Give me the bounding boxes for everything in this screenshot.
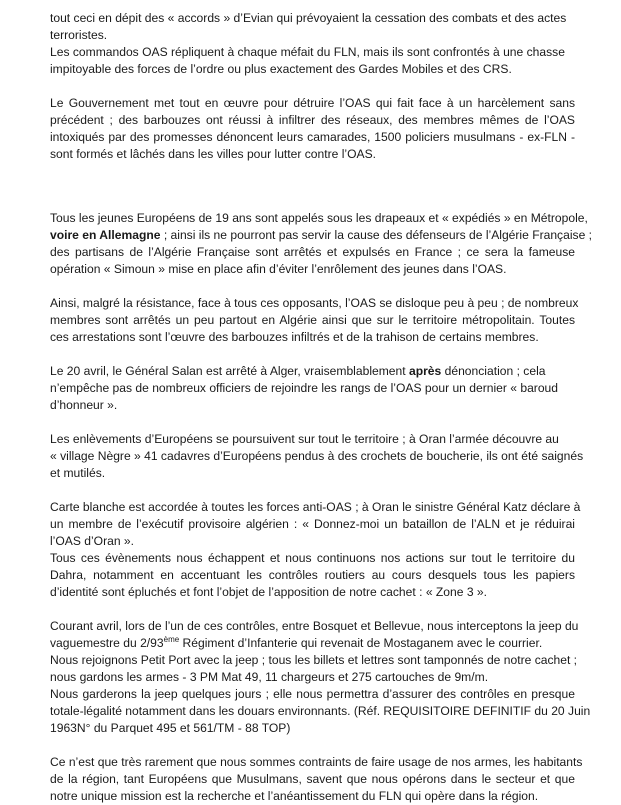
text-line: « village Nègre » 41 cadavres d’Européens pendus à des crochets de boucherie, ils ont été saignés	[50, 449, 584, 463]
text-line: opération « Simoun » mise en place afin d’éviter l’enrôlement des jeunes dans l’OAS.	[50, 262, 507, 276]
text-line: Tous les jeunes Européens de 19 ans sont appelés sous les drapeaux et « expédiés » en Métropole,	[50, 211, 588, 225]
text-line: impitoyable des forces de l’ordre ou plus exactement des Gardes Mobiles et des CRS.	[50, 62, 512, 76]
text-line	[50, 635, 575, 652]
text-fragment: Le 20 avril, le Général Salan est arrêté à Alger, vraisemblablement	[50, 364, 409, 378]
paragraph	[50, 618, 591, 737]
text-line	[50, 363, 575, 380]
paragraph	[50, 0, 575, 78]
text-line: notre unique mission est la recherche et l’anéantissement du FLN qui opère dans la région.	[50, 789, 539, 803]
text-line: et mutilés.	[50, 466, 106, 480]
text-line: terroristes.	[50, 28, 108, 42]
text-line: tout ceci en dépit des « accords » d’Evian qui prévoyaient la cessation des combats et des actes	[50, 11, 567, 25]
bold-text: voire en Allemagne	[50, 228, 161, 242]
text-line: d’identité sont épluchés et font l’objet de l’apposition de notre cachet : « Zone 3 ».	[50, 585, 488, 599]
text-line: d’honneur ».	[50, 398, 118, 412]
text-line: Les commandos OAS répliquent à chaque méfait du FLN, mais ils sont confrontés à une chasse	[50, 45, 565, 59]
text-line: n’empêche pas de nombreux officiers de rejoindre les rangs de l’OAS pour un dernier « baroud	[50, 381, 559, 395]
text-line: membres sont arrêtés un peu partout en Algérie ainsi que sur le territoire métropolitain. Toutes	[50, 313, 575, 327]
text-line: Les enlèvements d’Européens se poursuivent sur tout le territoire ; à Oran l’armée découvre au	[50, 432, 559, 446]
document-page	[50, 0, 593, 803]
text-fragment: vaguemestre du 2/93	[50, 636, 164, 650]
text-line: précédent ; des barbouzes ont réussi à infiltrer des réseaux, des membres mêmes de l’OAS	[50, 113, 575, 127]
paragraph	[50, 499, 581, 601]
text-line: Le Gouvernement met tout en œuvre pour détruire l’OAS qui fait face à un harcèlement sans	[50, 96, 575, 110]
text-line: sont formés et lâchés dans les villes pour lutter contre l’OAS.	[50, 147, 377, 161]
text-fragment: ; ainsi ils ne pourront pas servir la cause des défenseurs de l’Algérie Française ;	[160, 228, 593, 242]
text-line: nous gardons les armes - 3 PM Mat 49, 11 chargeurs et 275 cartouches de 9m/m.	[50, 670, 489, 684]
paragraph	[50, 95, 575, 163]
text-line: totale-légalité notamment dans les douars environnants. (Réf. REQUISITOIRE DEFINITIF du 20 Juin	[50, 704, 591, 718]
paragraph	[50, 754, 583, 805]
text-fragment: dénonciation ; cela	[441, 364, 546, 378]
text-line: de la région, tant Européens que Musulmans, savent que nous opérons dans le secteur et que	[50, 772, 575, 786]
paragraph	[50, 295, 579, 346]
text-line: des partisans de l’Algérie Française sont arrêtés et expulsés en France ; ce sera la fameuse	[50, 245, 575, 259]
text-line: intoxiqués par des promesses dénoncent leurs camarades, 1500 policiers musulmans - ex-FLN -	[50, 130, 575, 144]
text-line: un membre de l’exécutif provisoire algérien : « Donnez-moi un bataillon de l’ALN et je réduirai	[50, 517, 575, 531]
text-line: Ainsi, malgré la résistance, face à tous ces opposants, l’OAS se disloque peu à peu ; de nombreux	[50, 296, 579, 310]
text-line: Nous garderons la jeep quelques jours ; elle nous permettra d’assurer des contrôles en presque	[50, 687, 575, 701]
text-line: Tous ces évènements nous échappent et nous continuons nos actions sur tout le territoire du	[50, 551, 575, 565]
text-line: Nous rejoignons Petit Port avec la jeep ; tous les billets et lettres sont tamponnés de notre cachet ;	[50, 653, 578, 667]
text-line: Dahra, notamment en accentuant les contrôles routiers au cours desquels tous les papiers	[50, 568, 575, 582]
text-line: Courant avril, lors de l’un de ces contrôles, entre Bosquet et Bellevue, nous interceptons la jeep du	[50, 619, 579, 633]
bold-text: après	[408, 364, 442, 378]
text-line: ces arrestations sont l’œuvre des barbouzes infiltrés et de la trahison de certains membres.	[50, 330, 539, 344]
paragraph	[50, 431, 584, 482]
superscript: ème	[163, 635, 180, 644]
text-fragment: Régiment d’Infanterie qui revenait de Mostaganem avec le courrier.	[179, 636, 543, 650]
text-line: Ce n’est que très rarement que nous sommes contraints de faire usage de nos armes, les habitants	[50, 755, 583, 769]
text-line: 1963N° du Parquet 495 et 561/TM - 88 TOP)	[50, 721, 291, 735]
text-line	[50, 227, 593, 244]
text-line: l’OAS d’Oran ».	[50, 534, 135, 548]
paragraph	[50, 210, 593, 278]
paragraph	[50, 363, 575, 414]
text-line: Carte blanche est accordée à toutes les forces anti-OAS ; à Oran le sinistre Général Katz déclare à	[50, 500, 581, 514]
